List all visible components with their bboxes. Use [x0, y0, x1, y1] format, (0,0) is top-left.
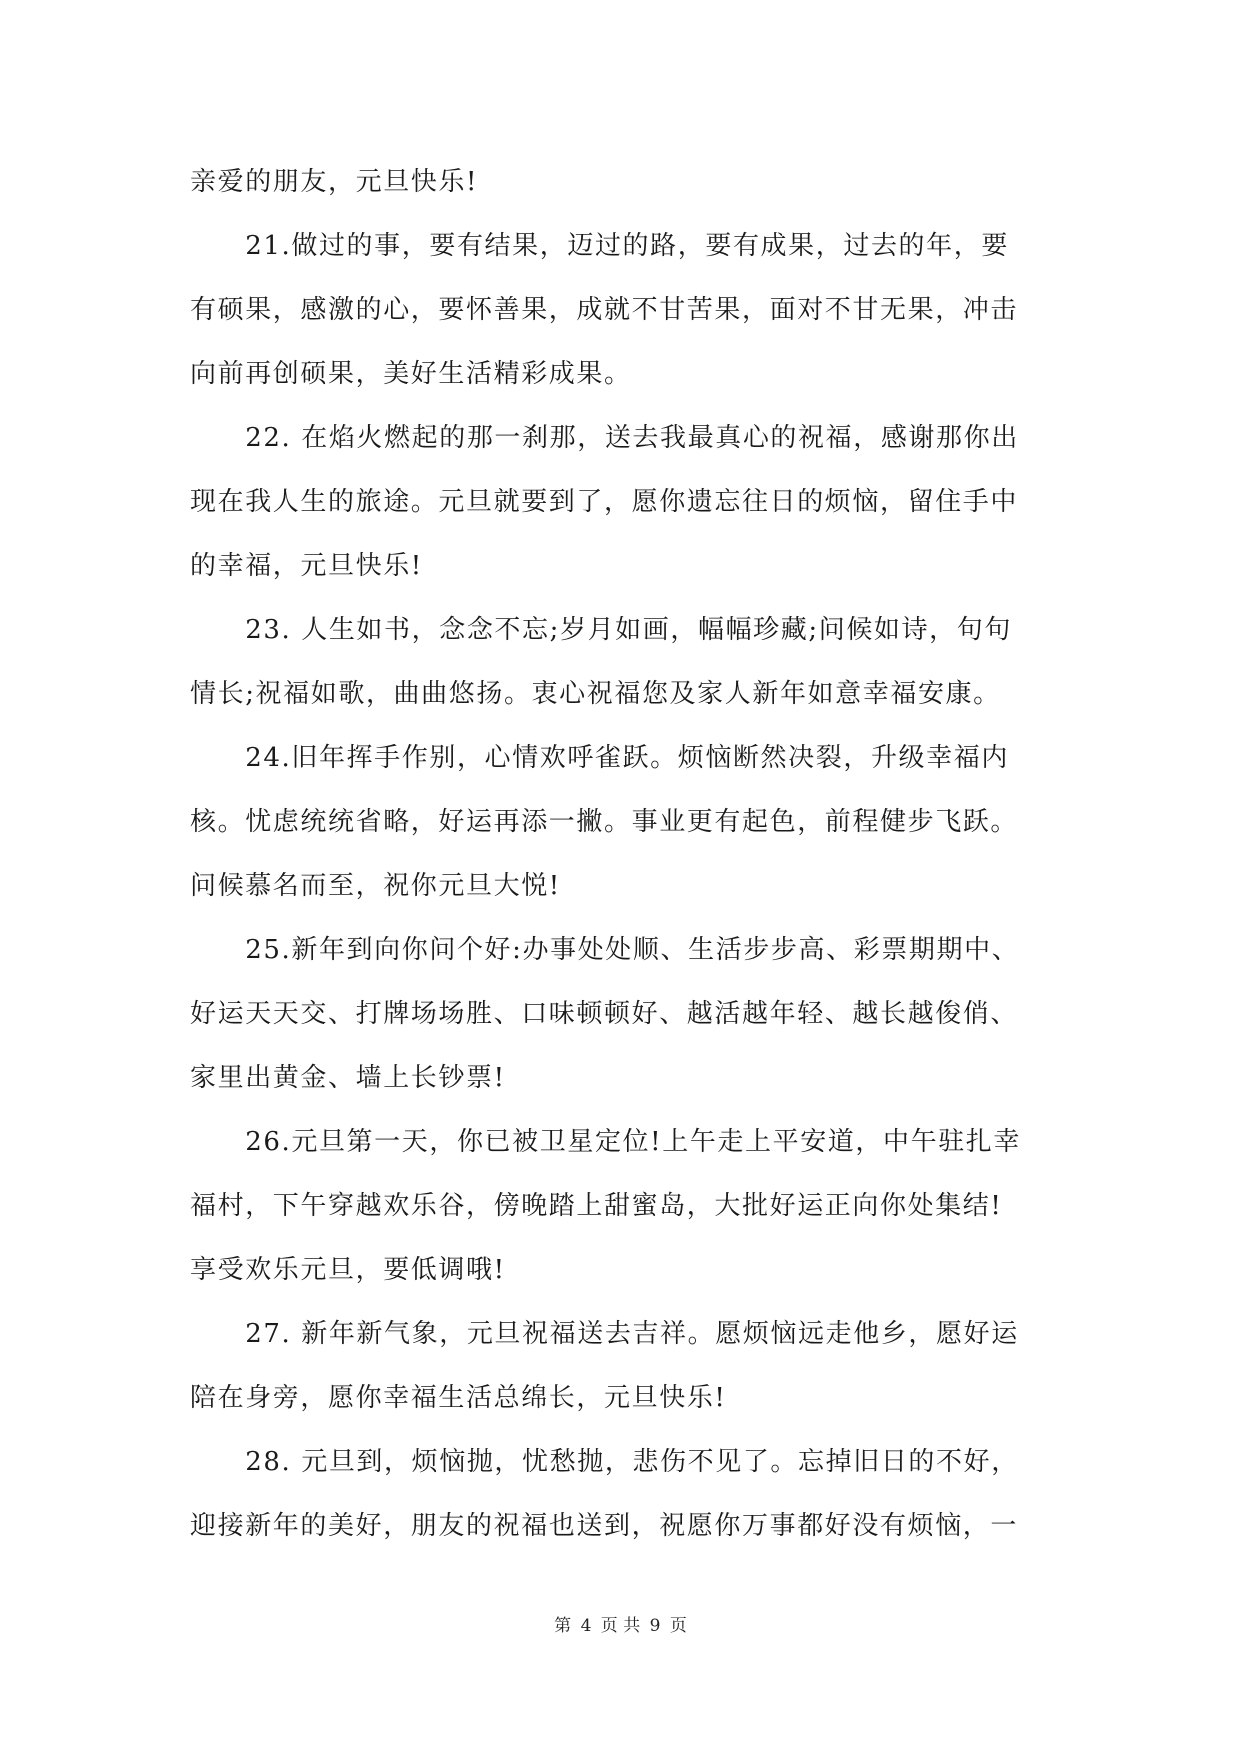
text-line: 21.做过的事，要有结果，迈过的路，要有成果，过去的年，要 [190, 231, 1009, 261]
text-line: 26.元旦第一天，你已被卫星定位!上午走上平安道，中午驻扎幸 [190, 1127, 1021, 1157]
text-line: 家里出黄金、墙上长钞票! [190, 1063, 506, 1093]
footer-middle: 页 共 [600, 1616, 641, 1636]
text-line: 的幸福，元旦快乐! [190, 551, 423, 581]
text-line: 有硕果，感激的心，要怀善果，成就不甘苦果，面对不甘无果，冲击 [190, 295, 1019, 325]
footer-suffix: 页 [669, 1616, 687, 1636]
text-line: 福村，下午穿越欢乐谷，傍晚踏上甜蜜岛，大批好运正向你处集结! [190, 1191, 1003, 1221]
text-line: 陪在身旁，愿你幸福生活总绵长，元旦快乐! [190, 1383, 727, 1413]
text-line: 核。忧虑统统省略，好运再添一撇。事业更有起色，前程健步飞跃。 [190, 807, 1019, 837]
page-footer [0, 1614, 1241, 1638]
text-line: 向前再创硕果，美好生活精彩成果。 [190, 359, 632, 389]
current-page-number: 4 [580, 1616, 592, 1636]
text-line: 问候慕名而至，祝你元旦大悦! [190, 871, 561, 901]
text-line: 亲爱的朋友，元旦快乐! [190, 167, 479, 197]
text-line: 享受欢乐元旦，要低调哦! [190, 1255, 506, 1285]
text-line: 迎接新年的美好，朋友的祝福也送到，祝愿你万事都好没有烦恼，一 [190, 1511, 1019, 1541]
total-pages-number: 9 [649, 1616, 661, 1636]
text-line: 现在我人生的旅途。元旦就要到了，愿你遗忘往日的烦恼，留住手中 [190, 487, 1019, 517]
text-line: 24.旧年挥手作别，心情欢呼雀跃。烦恼断然决裂，升级幸福内 [190, 743, 1009, 773]
text-line: 22. 在焰火燃起的那一刹那，送去我最真心的祝福，感谢那你出 [190, 423, 1019, 453]
text-line: 情长;祝福如歌，曲曲悠扬。衷心祝福您及家人新年如意幸福安康。 [190, 679, 1001, 709]
text-line: 好运天天交、打牌场场胜、口味顿顿好、越活越年轻、越长越俊俏、 [190, 999, 1019, 1029]
text-line: 28. 元旦到，烦恼抛，忧愁抛，悲伤不见了。忘掉旧日的不好， [190, 1447, 1019, 1477]
text-line: 23. 人生如书，念念不忘;岁月如画，幅幅珍藏;问候如诗，句句 [190, 615, 1012, 645]
text-line: 25.新年到向你问个好:办事处处顺、生活步步高、彩票期期中、 [190, 935, 1020, 965]
document-body [190, 150, 1062, 1558]
text-line: 27. 新年新气象，元旦祝福送去吉祥。愿烦恼远走他乡，愿好运 [190, 1319, 1019, 1349]
footer-prefix: 第 [554, 1616, 572, 1636]
